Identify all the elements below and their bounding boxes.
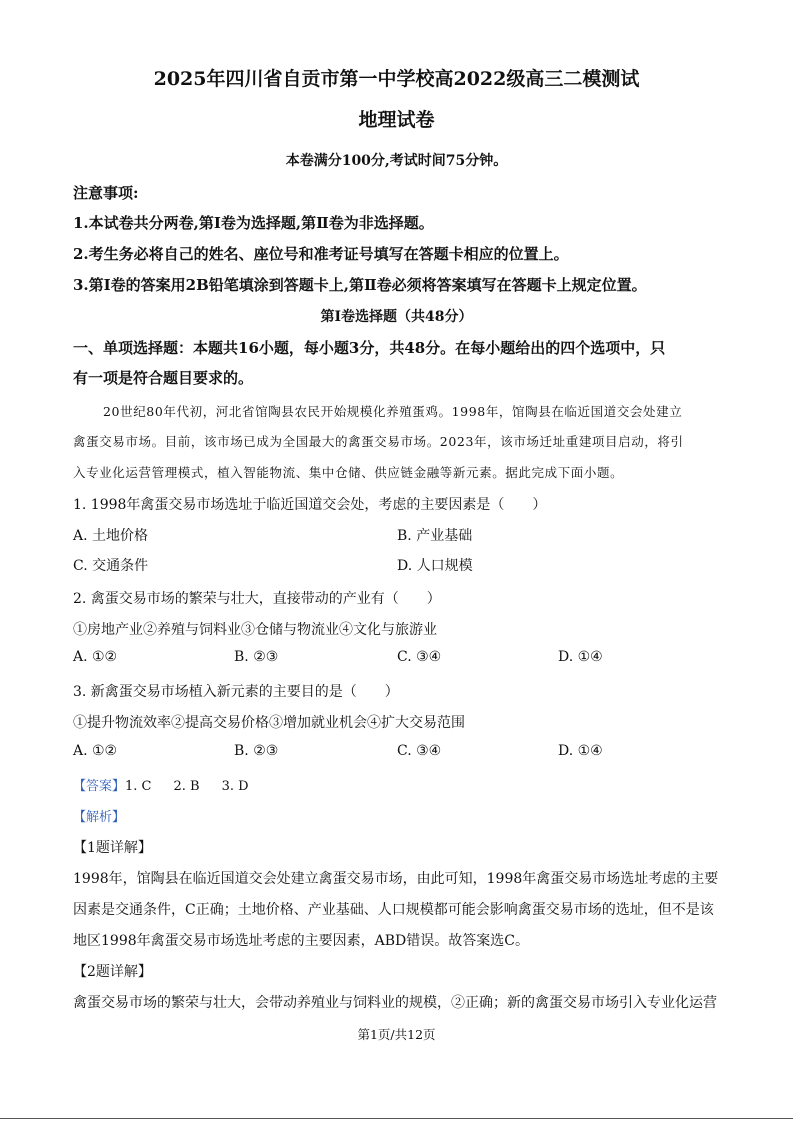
q1-analysis-heading: 【1题详解】 — [73, 840, 152, 856]
score-time-info: 本卷满分100分,考试时间75分钟。 — [285, 153, 508, 169]
section-instruction-line2: 有一项是符合题目要求的。 — [73, 369, 254, 387]
q2-analysis-line-1: 禽蛋交易市场的繁荣与壮大，会带动养殖业与饲料业的规模，②正确；新的禽蛋交易市场引入专业化运营 — [73, 995, 717, 1011]
part1-heading: 第Ⅰ卷选择题（共48分） — [320, 309, 473, 325]
page-footer: 第1页/共12页 — [357, 1027, 436, 1042]
analysis-label: 【解析】 — [73, 810, 126, 825]
q3-option-d: D. ①④ — [558, 743, 603, 759]
question-2-stem: 2. 禽蛋交易市场的繁荣与壮大，直接带动的产业有（ ） — [73, 591, 441, 607]
q2-option-c: C. ③④ — [397, 649, 442, 665]
q1-option-a: A. 土地价格 — [73, 528, 149, 544]
q1-option-b: B. 产业基础 — [397, 528, 473, 544]
passage-line-3: 入专业化运营管理模式，植入智能物流、集中仓储、供应链金融等新元素。据此完成下面小题。 — [73, 465, 624, 480]
q3-option-c: C. ③④ — [397, 743, 442, 759]
note-item-2: 2.考生务必将自己的姓名、座位号和准考证号填写在答题卡相应的位置上。 — [73, 245, 569, 263]
q1-option-d: D. 人口规模 — [397, 558, 473, 574]
q2-option-a: A. ①② — [73, 649, 118, 665]
section-instruction-line1: 一、单项选择题：本题共16小题，每小题3分，共48分。在每小题给出的四个选项中，只 — [73, 339, 666, 357]
question-2-choices: ①房地产业②养殖与饲料业③仓储与物流业④文化与旅游业 — [73, 622, 437, 638]
question-3-stem: 3. 新禽蛋交易市场植入新元素的主要目的是（ ） — [73, 684, 399, 700]
exam-subject: 地理试卷 — [358, 109, 435, 131]
passage-line-2: 禽蛋交易市场。目前，该市场已成为全国最大的禽蛋交易市场。2023年，该市场迁址重建项目启动，将引 — [73, 434, 684, 449]
q2-option-d: D. ①④ — [558, 649, 603, 665]
note-item-3: 3.第Ⅰ卷的答案用2B铅笔填涂到答题卡上,第Ⅱ卷必须将答案填写在答题卡上规定位置。 — [73, 276, 647, 294]
notes-heading: 注意事项: — [73, 184, 139, 202]
answer-item-2: 2. B — [173, 779, 200, 794]
passage-line-1: 20世纪80年代初，河北省馆陶县农民开始规模化养殖蛋鸡。1998年，馆陶县在临近国道交会处建立 — [103, 404, 683, 419]
q1-analysis-line-3: 地区1998年禽蛋交易市场选址考虑的主要因素，ABD错误。故答案选C。 — [73, 933, 529, 949]
answer-item-1: 1. C — [125, 779, 152, 794]
q2-option-b: B. ②③ — [234, 649, 279, 665]
question-1-stem: 1. 1998年禽蛋交易市场选址于临近国道交会处，考虑的主要因素是（ ） — [73, 497, 547, 513]
q1-option-c: C. 交通条件 — [73, 558, 149, 574]
q2-analysis-heading: 【2题详解】 — [73, 964, 152, 980]
answer-label: 【答案】 — [73, 779, 126, 794]
note-item-1: 1.本试卷共分两卷,第Ⅰ卷为选择题,第Ⅱ卷为非选择题。 — [73, 214, 434, 232]
question-3-choices: ①提升物流效率②提高交易价格③增加就业机会④扩大交易范围 — [73, 715, 465, 731]
answer-line — [73, 775, 271, 794]
bottom-divider — [0, 1118, 793, 1119]
q3-option-a: A. ①② — [73, 743, 118, 759]
q3-option-b: B. ②③ — [234, 743, 279, 759]
q1-analysis-line-1: 1998年，馆陶县在临近国道交会处建立禽蛋交易市场，由此可知，1998年禽蛋交易市场选址考虑的主要 — [73, 871, 719, 887]
q1-analysis-line-2: 因素是交通条件，C正确；土地价格、产业基础、人口规模都可能会影响禽蛋交易市场的选址，但不是该 — [73, 902, 714, 918]
answer-item-3: 3. D — [221, 779, 249, 794]
exam-title: 2025年四川省自贡市第一中学校高2022级高三二模测试 — [153, 68, 640, 90]
